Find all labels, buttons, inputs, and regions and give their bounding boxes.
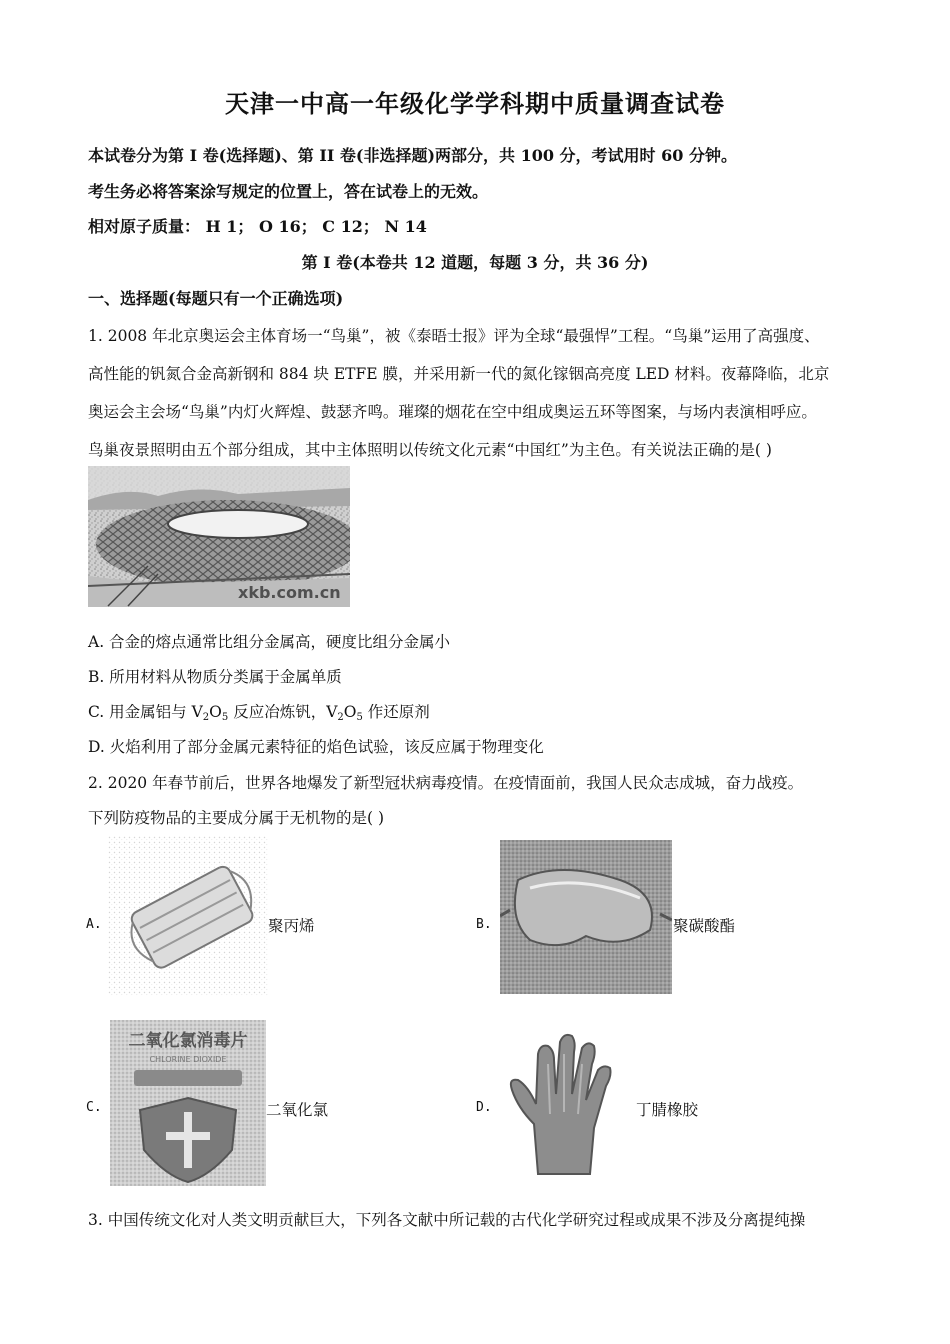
- box-subtitle-text: CHLORINE DIOXIDE: [149, 1055, 227, 1064]
- part1-heading: 第 I 卷(本卷共 12 道题，每题 3 分，共 36 分): [301, 253, 649, 272]
- q2-option-b-letter: B.: [476, 917, 492, 932]
- q2-line-2: 下列防疫物品的主要成分属于无机物的是( ): [88, 809, 385, 827]
- intro-line-1: 本试卷分为第 I 卷(选择题)、第 II 卷(非选择题)两部分，共 100 分，考试用时 60 分钟。: [88, 146, 737, 165]
- q1-option-b: B. 所用材料从物质分类属于金属单质: [88, 668, 342, 686]
- page-title: 天津一中高一年级化学学科期中质量调查试卷: [225, 89, 725, 118]
- birds-nest-photo: [88, 466, 350, 607]
- section-heading: 一、选择题(每题只有一个正确选项): [88, 289, 344, 308]
- intro-line-2: 考生务必将答案涂写规定的位置上，答在试卷上的无效。: [88, 182, 489, 201]
- q2-option-c-letter: C.: [86, 1100, 102, 1115]
- q2-option-b-text: 聚碳酸酯: [673, 917, 736, 935]
- goggles-image: [500, 840, 672, 994]
- mask-image: [108, 836, 268, 996]
- q2-option-d-text: 丁腈橡胶: [636, 1101, 699, 1119]
- q1-option-c: C. 用金属铝与 $V_2O_5$ 反应冶炼钒，$V_2O_5$ 作还原剂: [88, 703, 430, 723]
- box-title-text: 二氧化氯消毒片: [128, 1031, 248, 1051]
- q2-option-d-letter: D.: [476, 1100, 492, 1115]
- q1-option-d: D. 火焰利用了部分金属元素特征的焰色试验，该反应属于物理变化: [88, 738, 544, 756]
- q3-line-1: 3. 中国传统文化对人类文明贡献巨大，下列各文献中所记载的古代化学研究过程或成果不涉及分离提纯操: [88, 1211, 806, 1229]
- intro-line-3: 相对原子质量： H 1； O 16； C 12； N 14: [88, 217, 427, 236]
- q2-line-1: 2. 2020 年春节前后，世界各地爆发了新型冠状病毒疫情。在疫情面前，我国人民众志成城，奋力战疫。: [88, 774, 804, 792]
- watermark-text: xkb.com.cn: [238, 583, 341, 602]
- disinfectant-box-image: [110, 1020, 266, 1186]
- q1-option-a: A. 合金的熔点通常比组分金属高，硬度比组分金属小: [88, 633, 451, 651]
- q1-line-2: 高性能的钒氮合金高新钢和 884 块 ETFE 膜，并采用新一代的氮化镓铟高亮度 LED 材料。夜幕降临，北京: [88, 365, 830, 383]
- q1-line-4: 鸟巢夜景照明由五个部分组成，其中主体照明以传统文化元素“中国红”为主色。有关说法正确的是( ): [88, 441, 772, 459]
- q2-option-c-text: 二氧化氯: [266, 1101, 329, 1119]
- q1-line-1: 1. 2008 年北京奥运会主体育场一“鸟巢”，被《泰晤士报》评为全球“最强悍”工程。“鸟巢”运用了高强度、: [88, 327, 820, 345]
- q1-line-3: 奥运会主会场“鸟巢”内灯火辉煌、鼓瑟齐鸣。璀璨的烟花在空中组成奥运五环等图案，与场内表演相呼应。: [88, 403, 817, 421]
- q2-option-a-text: 聚丙烯: [268, 917, 315, 935]
- glove-image: [498, 1024, 628, 1180]
- q2-option-a-letter: A.: [86, 917, 102, 932]
